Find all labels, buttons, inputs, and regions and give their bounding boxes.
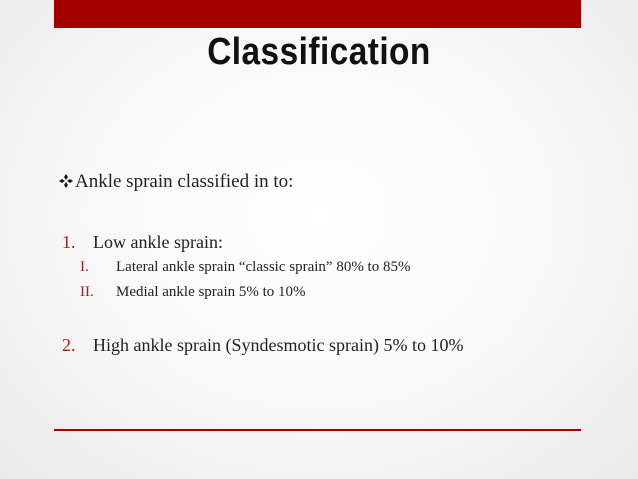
sub-item-lateral	[80, 258, 410, 277]
sub-item-medial	[80, 283, 306, 302]
slide-title: Classification	[207, 31, 431, 73]
roman-numeral: II.	[80, 284, 94, 300]
intro-bullet-text: Ankle sprain classified in to:	[75, 171, 294, 192]
sub-item-text: Lateral ankle sprain “classic sprain” 80% to 85%	[116, 259, 411, 275]
bottom-divider	[54, 429, 581, 431]
top-accent-bar	[54, 0, 581, 28]
list-number: 1.	[62, 232, 76, 252]
sub-item-text: Medial ankle sprain 5% to 10%	[116, 284, 306, 300]
list-item-text: High ankle sprain (Syndesmotic sprain) 5% to 10%	[93, 335, 464, 355]
list-item-text: Low ankle sprain:	[93, 232, 223, 252]
intro-bullet	[59, 170, 293, 194]
roman-numeral: I.	[80, 259, 89, 275]
list-item-low-ankle-sprain	[62, 231, 223, 253]
list-number: 2.	[62, 335, 76, 355]
list-item-high-ankle-sprain	[62, 334, 463, 356]
diamond-bullet-icon	[59, 174, 73, 188]
